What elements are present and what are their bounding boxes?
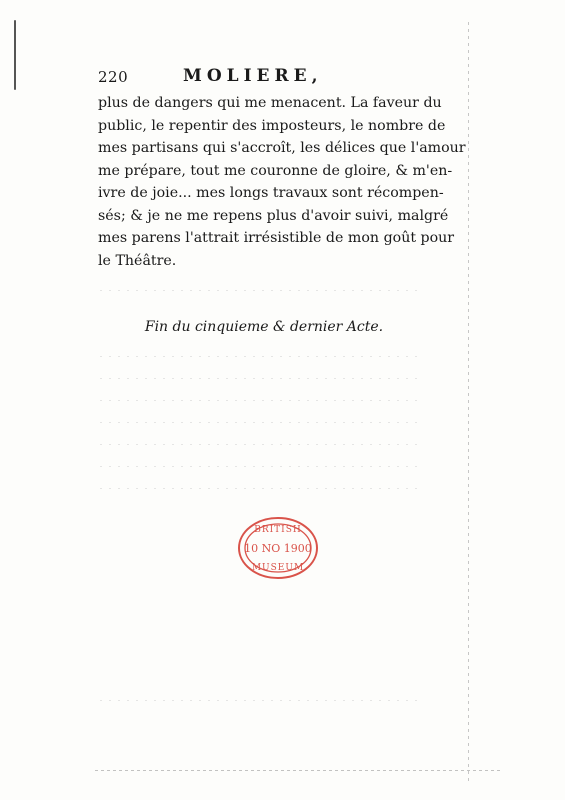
stamp-date: 10 NO 1900 xyxy=(244,542,312,555)
page-edge-shadow xyxy=(14,20,16,90)
show-through-text xyxy=(100,700,420,722)
library-stamp xyxy=(236,515,320,581)
stamp-bottom-text: MUSEUM xyxy=(251,563,305,573)
text-line: mes partisans qui s'accroît, les délices que l'amour xyxy=(98,140,466,156)
text-line: sés; & je ne me repens plus d'avoir suivi, malgré xyxy=(98,207,449,224)
text-line: me prépare, tout me couronne de gloire, & m'en- xyxy=(98,162,453,179)
text-line: le Théâtre. xyxy=(98,252,177,269)
running-title: MOLIERE, xyxy=(183,66,323,86)
text-line: mes parens l'attrait irrésistible de mon goût pour xyxy=(98,230,455,246)
text-line: public, le repentir des imposteurs, le nombre de xyxy=(98,117,446,134)
stamp-seal-icon xyxy=(236,515,320,581)
show-through-text xyxy=(100,290,420,312)
text-line: ivre de joie... mes longs travaux sont récompen- xyxy=(98,185,444,201)
body-paragraph xyxy=(98,92,466,272)
page-bottom-edge xyxy=(95,770,500,771)
page-fold-line xyxy=(468,22,469,782)
show-through-text xyxy=(100,356,420,510)
text-line: plus de dangers qui me menacent. La faveur du xyxy=(98,95,442,111)
stamp-top-text: BRITISH xyxy=(254,525,302,535)
page-number: 220 xyxy=(98,68,129,86)
end-of-act-note: Fin du cinquieme & dernier Acte. xyxy=(144,319,384,335)
running-head xyxy=(98,68,428,90)
